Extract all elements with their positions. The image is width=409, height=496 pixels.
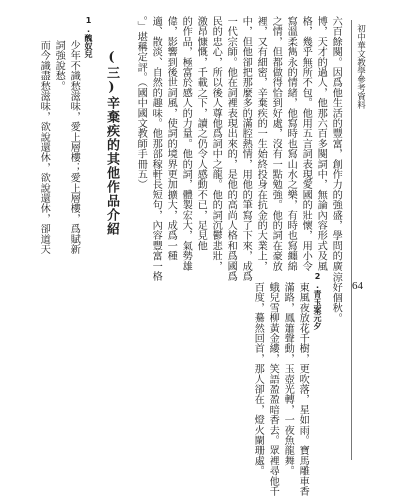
poem-2-line: 百度，驀然回首，那人卻在，燈火闌珊處。 bbox=[252, 282, 264, 476]
essay-column: 裡，又有細密，辛棄疾的一生始終投身在抗金的大業上， bbox=[255, 16, 267, 271]
poem-1-line: 而今識盡愁滋味，欲說還休，欲說還休，卻道天 bbox=[38, 40, 50, 255]
poem-2-label: 2.青玉案元夕 bbox=[313, 272, 322, 330]
poem-1-label: 1.醜奴兒 bbox=[84, 16, 93, 58]
poem-1-line: 詞強說愁。 bbox=[53, 40, 65, 91]
essay-column: 格，幾乎無所不包。他用五言詞表現愛國的壯懷，用小令 bbox=[300, 16, 312, 271]
poem-2-line: 蛾兒雪柳黃金縷，笑語盈盈暗香去。眾裡尋他千 bbox=[267, 282, 279, 496]
page-number: 64 bbox=[352, 280, 363, 292]
essay-column: 激昂慷慨，千載之下，讀之仍令人感動不已，足見他 bbox=[195, 16, 207, 251]
essay-column: 博，天才的過人，他那六百多闋詞中，無論內容形式及風 bbox=[315, 16, 327, 271]
header-rule bbox=[351, 20, 352, 460]
essay-column: 中，但他卻把那麼多的滿腔熱情，用他的筆寫了下來，成爲 bbox=[240, 16, 252, 282]
essay-column: 偉，影響到後世詞風，使詞的境界更加擴大，成爲一種 bbox=[165, 16, 177, 261]
poem-tail-line: 涼好個秋。 bbox=[330, 272, 342, 323]
essay-column: 之情，但都做得恰到好處，沒有一點勉強。他的詞在豪放 bbox=[270, 16, 282, 271]
poem-1-line: 少年不識愁滋味，愛上層樓；愛上層樓，爲賦新 bbox=[68, 40, 80, 255]
section-heading: (三)辛棄疾的其他作品介紹 bbox=[104, 50, 119, 236]
page-header-title: 初中華文教學參考資料 bbox=[355, 24, 366, 109]
poem-2-line: 滿路，鳳簫聲動，玉壺光轉，一夜魚龍舞。 bbox=[282, 282, 294, 476]
poem-2-line: 東風夜放花千樹，更吹落，星如雨。寶馬雕車香 bbox=[297, 282, 309, 496]
essay-column: 。」堪稱定評。（國中國文教師手冊五） bbox=[135, 16, 147, 190]
essay-column: 一代宗師。他在詞裡表現出來的，是他的高尚人格和爲國爲 bbox=[225, 16, 237, 282]
essay-column: 民的忠心，所以後人尊他爲詞中之龍。他的詞沉鬱悲壯， bbox=[210, 16, 222, 271]
essay-column: 六百餘闋。因爲他生活的豐富，創作力的強盛，學問的廣 bbox=[330, 16, 342, 271]
essay-column: 適、散淡、自然的趣味。他那部稼軒長短句，內容豐富一格 bbox=[150, 16, 162, 282]
essay-column: 的作品，極富於感人的力量。他的詞，體製宏大，氣勢雄 bbox=[180, 16, 192, 271]
essay-column: 寫溫柔雋永的情緒，他寫時也寫山水之樂，有時也寫纏綿 bbox=[285, 16, 297, 271]
